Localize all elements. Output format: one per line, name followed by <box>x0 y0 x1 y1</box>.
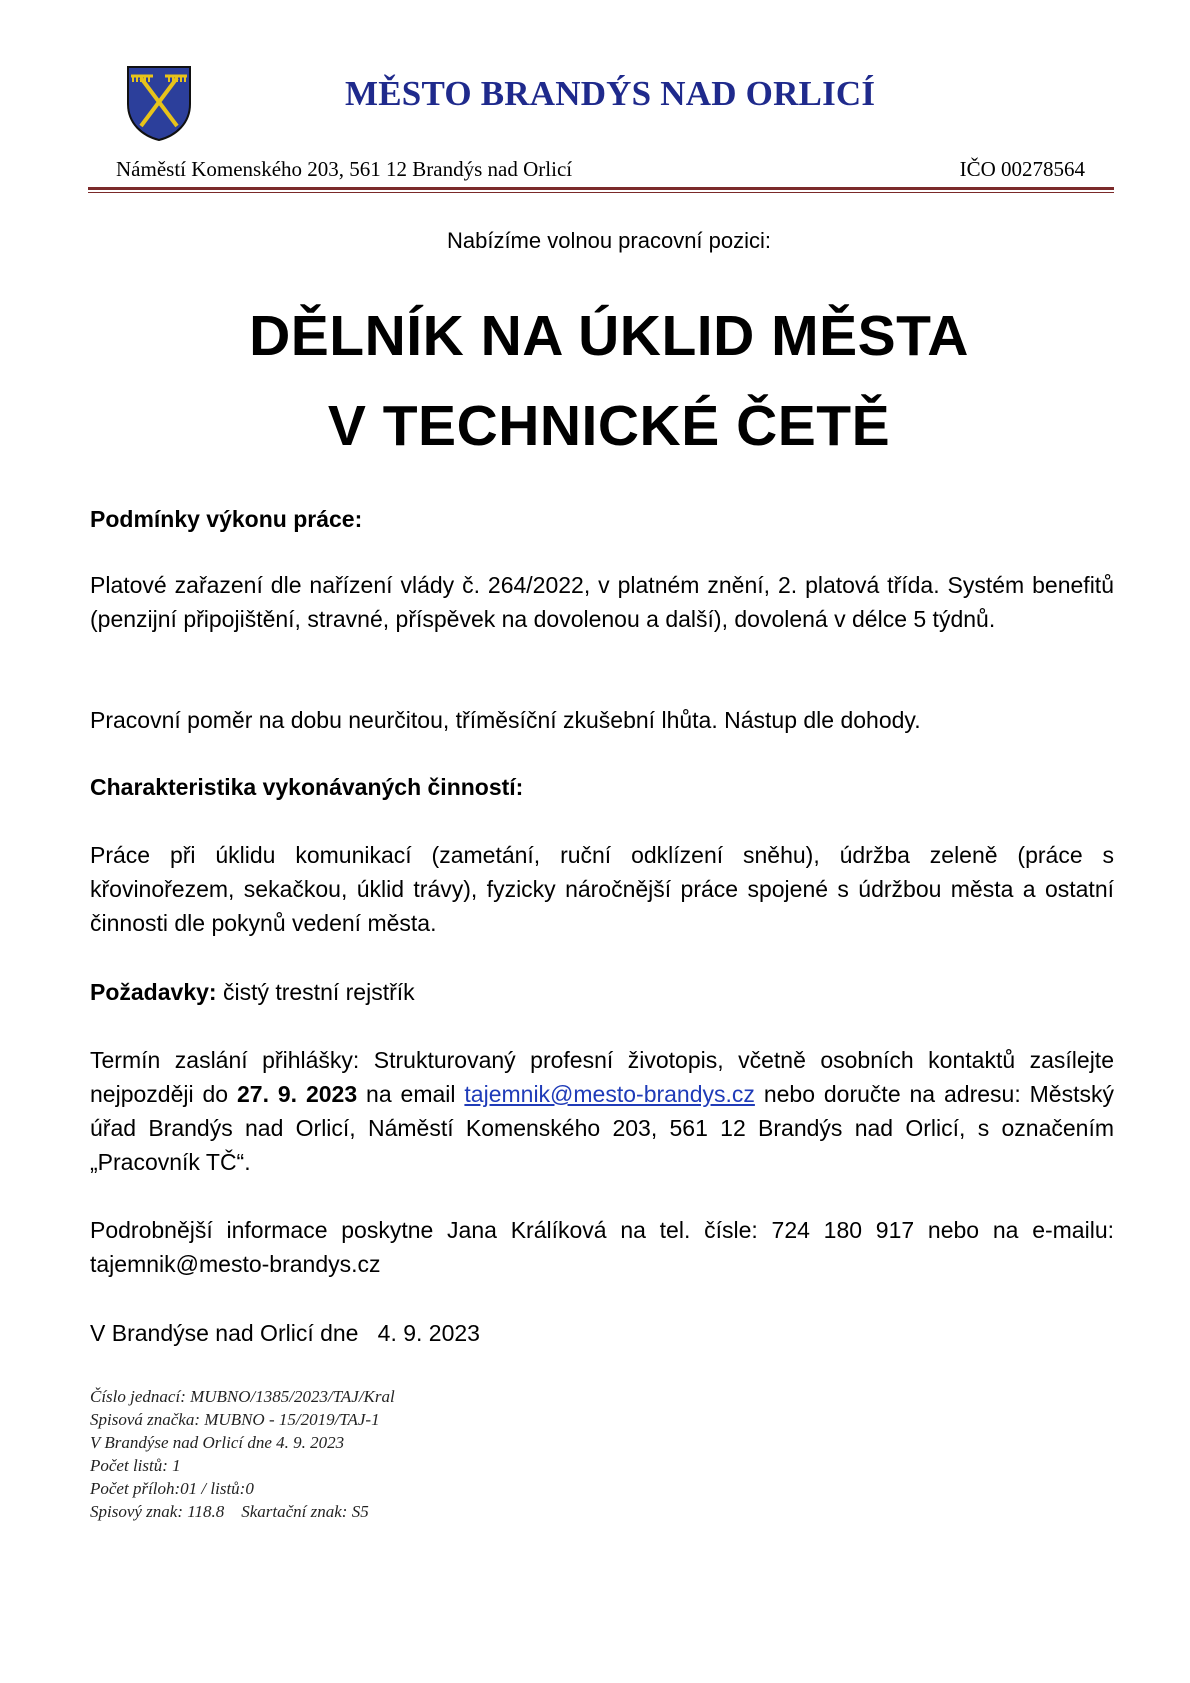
footer-line: V Brandýse nad Orlicí dne 4. 9. 2023 <box>90 1433 345 1452</box>
characteristics-heading: Charakteristika vykonávaných činností: <box>90 774 524 800</box>
footer-line: Číslo jednací: MUBNO/1385/2023/TAJ/Kral <box>90 1387 395 1406</box>
headline-line-2: V TECHNICKÉ ČETĚ <box>327 394 891 458</box>
document-metadata <box>90 1385 395 1523</box>
application-text-1: Termín zaslání přihlášky: Strukturovaný profesní životopis, včetně osobních kontaktů zasílejte nejpozději do <box>90 1047 1114 1107</box>
conditions-heading: Podmínky výkonu práce: <box>90 506 363 532</box>
town-title: MĚSTO BRANDÝS NAD ORLICÍ <box>345 74 876 113</box>
town-ico: IČO 00278564 <box>959 157 1085 181</box>
characteristics-text: Práce při úklidu komunikací (zametání, ruční odklízení sněhu), údržba zeleně (práce s křovinořezem, sekačkou, úklid trávy), fyzicky náročnější práce spojené s údržbou města a ostatní činnosti dle pokynů vedení města. <box>90 842 1114 936</box>
application-email-link[interactable]: tajemnik@mesto-brandys.cz <box>464 1081 755 1107</box>
application-deadline: 27. 9. 2023 <box>236 1081 358 1107</box>
application-text-3: nebo doručte na adresu: Městský úřad Brandýs nad Orlicí, Náměstí Komenského 203, 561 12 Brandýs nad Orlicí, s označením „Pracovník TČ“. <box>90 1081 1114 1175</box>
requirements-label: Požadavky: <box>90 979 217 1005</box>
conditions-paragraph-2: Pracovní poměr na dobu neurčitou, tříměsíční zkušební lhůta. Nástup dle dohody. <box>90 707 921 733</box>
date-line: V Brandýse nad Orlicí dne 4. 9. 2023 <box>90 1320 480 1346</box>
footer-line: Počet listů: 1 <box>90 1456 181 1475</box>
header-divider <box>88 187 1114 190</box>
footer-line: Počet příloh:01 / listů:0 <box>90 1479 254 1498</box>
requirements-line <box>90 975 1114 1009</box>
header-divider-thin <box>88 192 1114 193</box>
footer-line: Spisová značka: MUBNO - 15/2019/TAJ-1 <box>90 1410 380 1429</box>
info-paragraph: Podrobnější informace poskytne Jana Králíková na tel. čísle: 724 180 917 nebo na e-mailu: tajemnik@mesto-brandys.cz <box>90 1217 1114 1277</box>
offer-line: Nabízíme volnou pracovní pozici: <box>446 228 772 253</box>
town-crest-icon <box>125 64 193 142</box>
footer-line: Spisový znak: 118.8 Skartační znak: S5 <box>90 1502 369 1521</box>
application-paragraph <box>90 1043 1114 1179</box>
town-address: Náměstí Komenského 203, 561 12 Brandýs nad Orlicí <box>116 157 573 181</box>
headline-line-1: DĚLNÍK NA ÚKLID MĚSTA <box>249 304 969 368</box>
application-text-2: na email <box>357 1081 465 1107</box>
conditions-paragraph-1: Platové zařazení dle nařízení vlády č. 264/2022, v platném znění, 2. platová třída. Systém benefitů (penzijní připojištění, stravné, příspěvek na dovolenou a další), dovolená v délce 5 týdnů. <box>90 572 1114 632</box>
requirements-text: čistý trestní rejstřík <box>216 979 415 1005</box>
